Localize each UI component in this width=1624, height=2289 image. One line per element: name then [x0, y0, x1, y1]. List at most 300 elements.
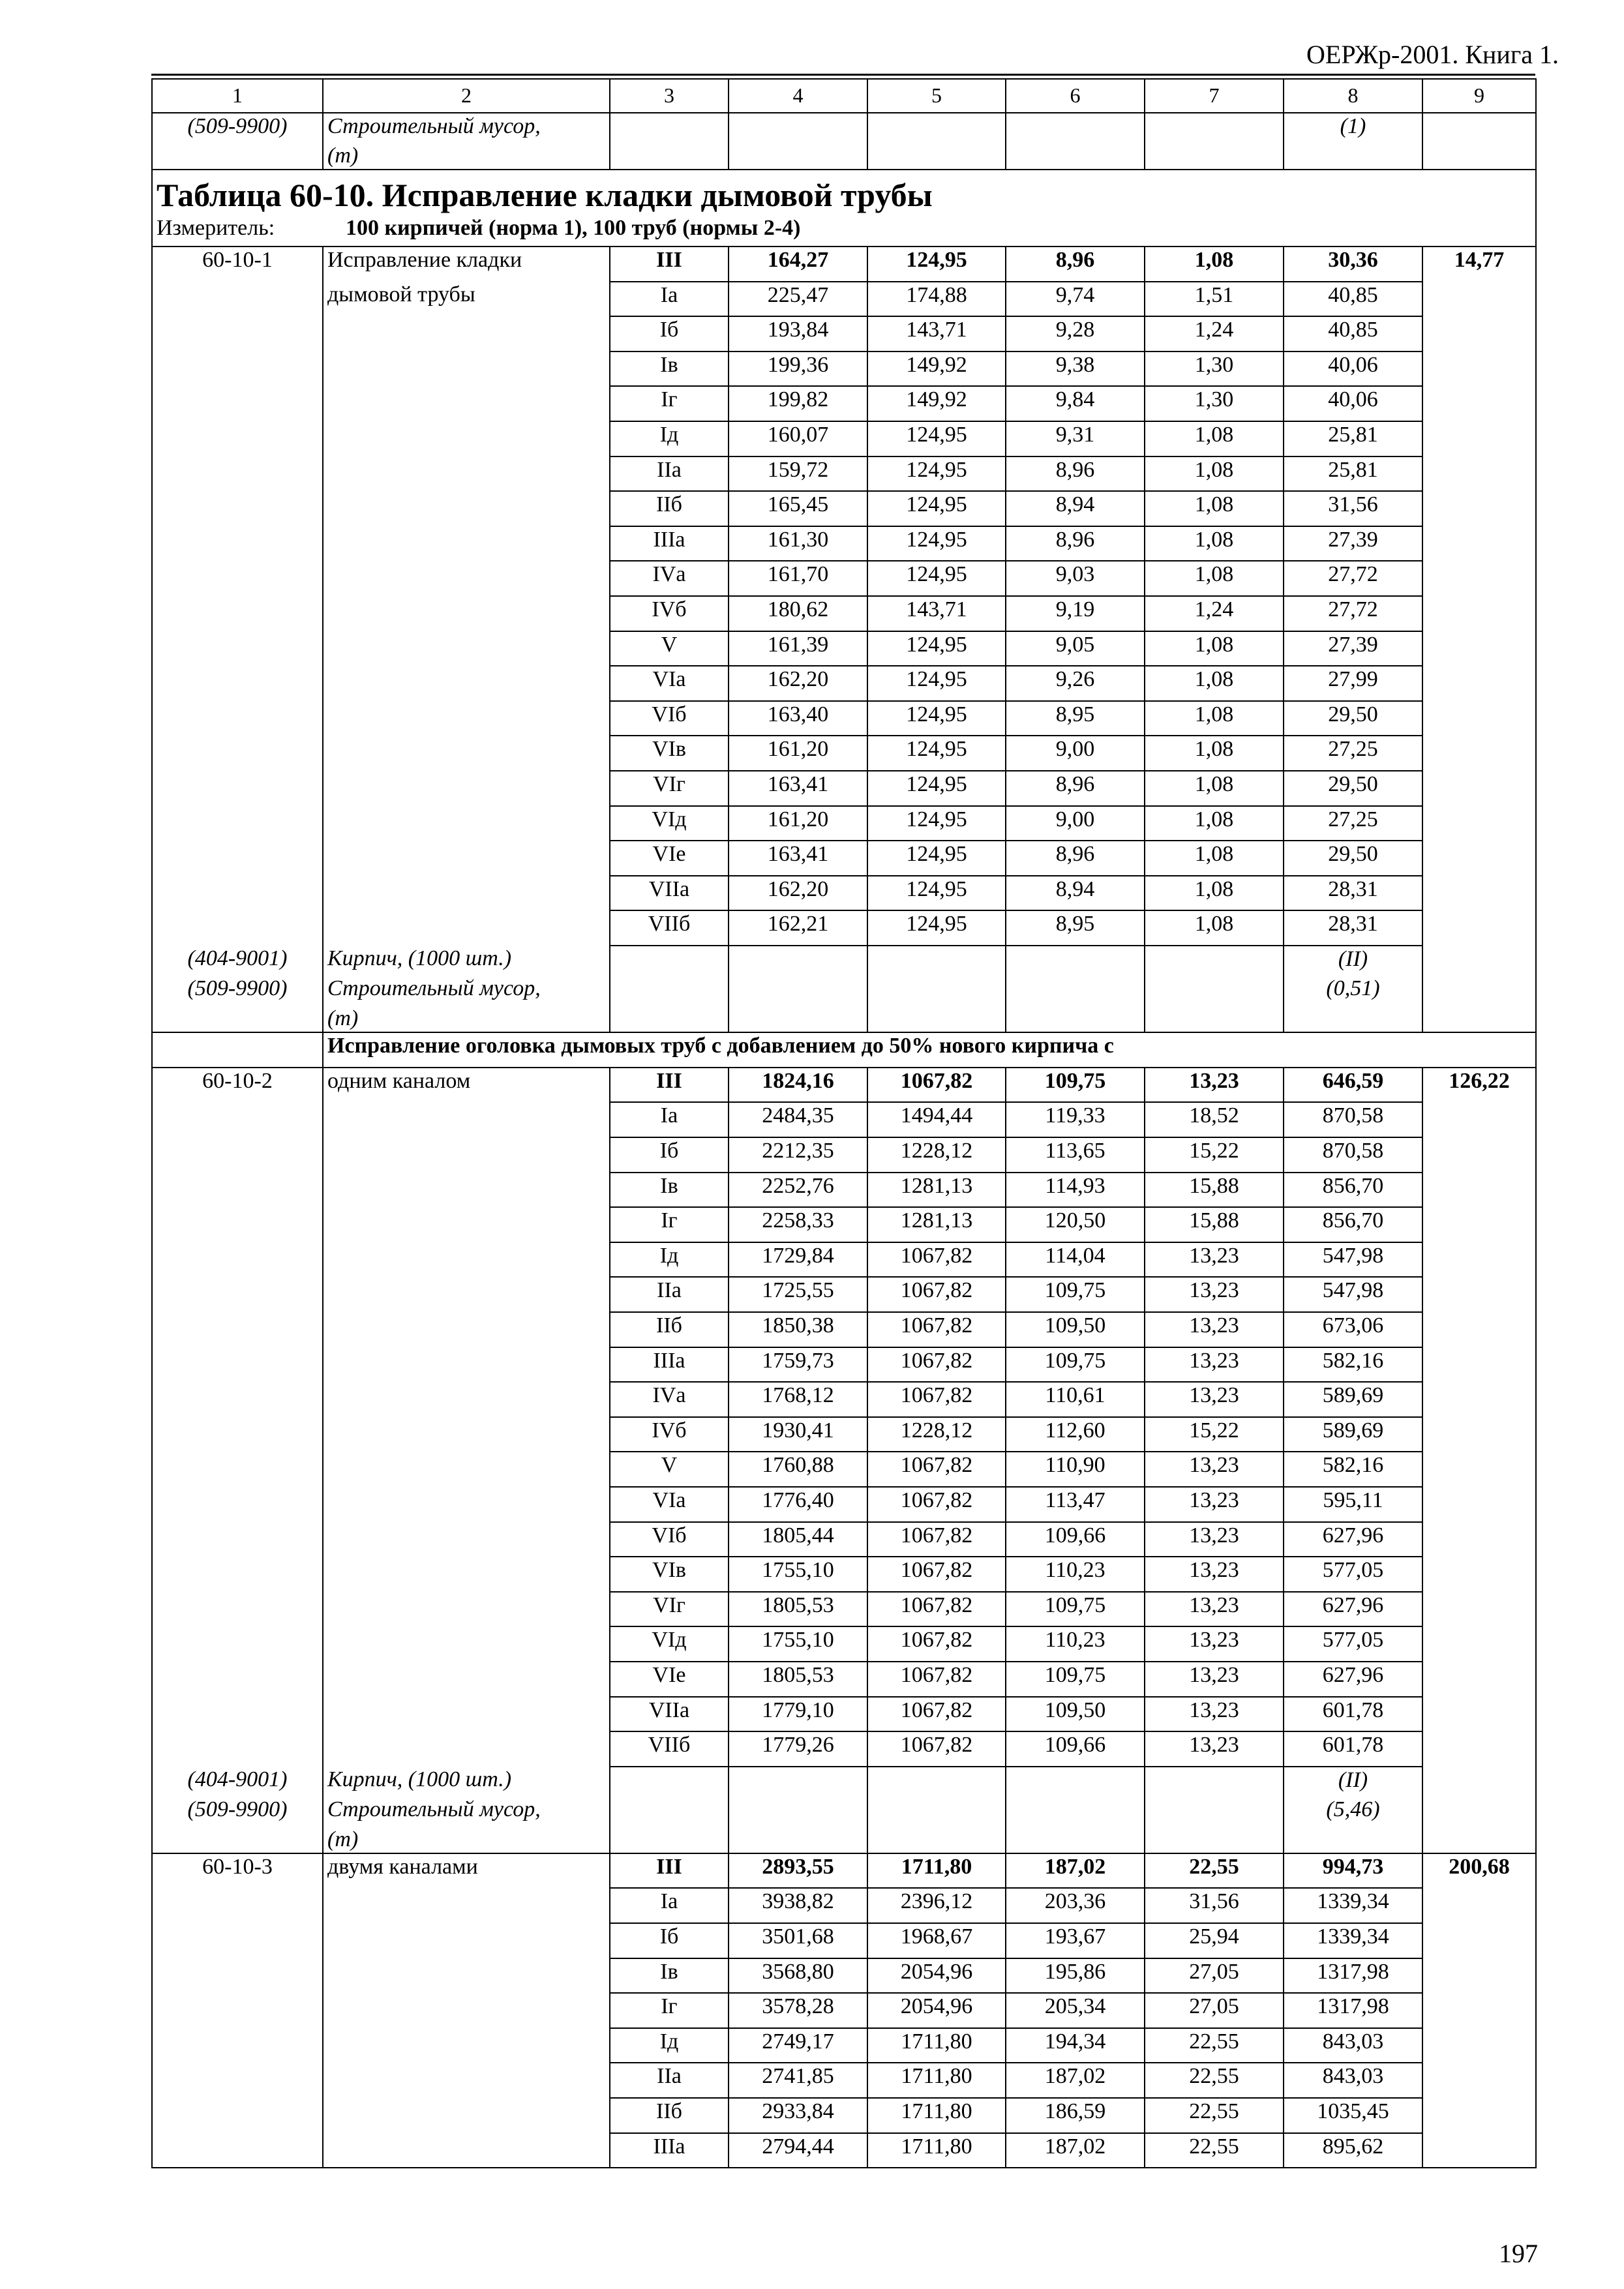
empty-cell	[152, 1557, 323, 1592]
norm-row	[152, 421, 1536, 456]
empty-cell	[729, 1797, 867, 1827]
empty-cell	[1145, 1767, 1284, 1797]
norm-row	[152, 247, 1536, 282]
empty-cell	[1422, 876, 1536, 911]
empty-cell	[323, 666, 610, 701]
empty-cell	[729, 976, 867, 1006]
value-cell: 1339,34	[1284, 1888, 1422, 1923]
norm-row	[152, 876, 1536, 911]
empty-cell	[323, 1102, 610, 1137]
norm-row	[152, 2028, 1536, 2063]
value-cell: 1067,82	[867, 1522, 1006, 1557]
value-cell: 589,69	[1284, 1382, 1422, 1417]
value-cell: 1228,12	[867, 1417, 1006, 1452]
value-cell: 187,02	[1006, 2063, 1145, 2098]
value-cell: 205,34	[1006, 1993, 1145, 2028]
resource-row	[152, 976, 1536, 1006]
resource-unit-row	[152, 1006, 1536, 1032]
norm-name: одним каналом	[323, 1068, 610, 1103]
empty-cell	[323, 1487, 610, 1522]
norms-table	[151, 78, 1537, 2168]
value-cell: 9,31	[1006, 421, 1145, 456]
empty-cell	[152, 316, 323, 352]
empty-cell	[867, 946, 1006, 976]
value-cell: 163,40	[729, 701, 867, 736]
empty-cell	[1284, 143, 1422, 170]
empty-cell	[323, 1173, 610, 1208]
empty-cell	[729, 1767, 867, 1797]
empty-cell	[323, 2028, 610, 2063]
zone-cell: III	[610, 1853, 729, 1889]
value-cell: 143,71	[867, 596, 1006, 631]
value-cell: 13,23	[1145, 1697, 1284, 1732]
empty-cell	[1145, 1797, 1284, 1827]
resource-name: Кирпич, (1000 шт.)	[323, 1767, 610, 1797]
value-cell: 29,50	[1284, 841, 1422, 876]
empty-cell	[152, 1731, 323, 1767]
empty-cell	[152, 1242, 323, 1278]
empty-cell	[152, 1102, 323, 1137]
value-cell: 589,69	[1284, 1417, 1422, 1452]
empty-cell	[323, 1662, 610, 1697]
empty-cell	[152, 1993, 323, 2028]
empty-cell	[323, 876, 610, 911]
empty-cell	[152, 841, 323, 876]
value-cell: 1067,82	[867, 1068, 1006, 1103]
zone-cell: Iа	[610, 1888, 729, 1923]
value-cell: 15,22	[1145, 1417, 1284, 1452]
zone-cell: VIв	[610, 1557, 729, 1592]
empty-cell	[1006, 1767, 1145, 1797]
value-cell: 40,85	[1284, 316, 1422, 352]
value-cell: 199,82	[729, 386, 867, 421]
empty-cell	[1422, 456, 1536, 492]
value-cell: 13,23	[1145, 1557, 1284, 1592]
zone-cell: Iа	[610, 1102, 729, 1137]
empty-cell	[323, 386, 610, 421]
resource-row	[152, 1797, 1536, 1827]
norm-code: 60-10-2	[152, 1068, 323, 1103]
empty-cell	[1422, 526, 1536, 561]
value-cell: 109,66	[1006, 1522, 1145, 1557]
norm-row	[152, 2098, 1536, 2133]
empty-cell	[152, 1417, 323, 1452]
empty-cell	[1422, 1006, 1536, 1032]
empty-cell	[152, 1277, 323, 1312]
empty-cell	[152, 1312, 323, 1347]
value-cell: 1760,88	[729, 1452, 867, 1487]
value-cell: 2054,96	[867, 1993, 1006, 2028]
value-cell: 22,55	[1145, 2133, 1284, 2168]
resource-qty: (5,46)	[1284, 1797, 1422, 1827]
empty-cell	[1422, 1557, 1536, 1592]
value-cell: 165,45	[729, 491, 867, 526]
empty-cell	[152, 143, 323, 170]
norm-row	[152, 1592, 1536, 1627]
column-number: 9	[1422, 79, 1536, 113]
empty-cell	[1422, 1137, 1536, 1173]
norm-row	[152, 1958, 1536, 1994]
book-header: ОЕРЖр-2001. Книга 1.	[1306, 40, 1559, 69]
empty-cell	[1422, 1312, 1536, 1347]
empty-cell	[152, 1888, 323, 1923]
column-number: 7	[1145, 79, 1284, 113]
empty-cell	[323, 1626, 610, 1662]
empty-cell	[610, 1797, 729, 1827]
empty-cell	[1422, 1522, 1536, 1557]
empty-cell	[867, 1827, 1006, 1853]
empty-cell	[1422, 1827, 1536, 1853]
empty-cell	[867, 143, 1006, 170]
column-number: 2	[323, 79, 610, 113]
empty-cell	[152, 701, 323, 736]
zone-cell: IIб	[610, 1312, 729, 1347]
empty-cell	[729, 1827, 867, 1853]
value-cell: 1,08	[1145, 771, 1284, 806]
norm-code: 60-10-1	[152, 247, 323, 282]
value-cell: 180,62	[729, 596, 867, 631]
resource-code: (404-9001)	[152, 1767, 323, 1797]
zone-cell: Iд	[610, 421, 729, 456]
empty-cell	[323, 2133, 610, 2168]
empty-cell	[1284, 1827, 1422, 1853]
value-cell: 195,86	[1006, 1958, 1145, 1994]
value-cell: 25,81	[1284, 421, 1422, 456]
empty-cell	[1422, 701, 1536, 736]
value-cell: 1,08	[1145, 876, 1284, 911]
value-cell: 1850,38	[729, 1312, 867, 1347]
empty-cell	[323, 491, 610, 526]
value-cell: 843,03	[1284, 2028, 1422, 2063]
meter-row	[152, 215, 1536, 247]
empty-cell	[323, 456, 610, 492]
value-cell: 1,51	[1145, 282, 1284, 317]
norm-row	[152, 1557, 1536, 1592]
value-cell: 143,71	[867, 316, 1006, 352]
value-cell: 15,88	[1145, 1173, 1284, 1208]
empty-cell	[152, 910, 323, 946]
norm-row	[152, 1102, 1536, 1137]
empty-cell	[323, 1993, 610, 2028]
value-cell: 28,31	[1284, 910, 1422, 946]
norm-row	[152, 910, 1536, 946]
value-cell: 1,08	[1145, 561, 1284, 596]
value-cell: 1,30	[1145, 352, 1284, 387]
empty-cell	[152, 2133, 323, 2168]
empty-cell	[1422, 596, 1536, 631]
value-cell: 15,88	[1145, 1207, 1284, 1242]
value-cell: 1768,12	[729, 1382, 867, 1417]
value-cell: 40,06	[1284, 386, 1422, 421]
value-cell: 9,00	[1006, 806, 1145, 841]
page-number: 197	[1499, 2239, 1538, 2268]
norm-row	[152, 736, 1536, 771]
norm-row	[152, 1487, 1536, 1522]
value-cell: 159,72	[729, 456, 867, 492]
empty-cell	[323, 1277, 610, 1312]
value-cell: 124,95	[867, 666, 1006, 701]
value-cell: 13,23	[1145, 1382, 1284, 1417]
value-cell: 40,06	[1284, 352, 1422, 387]
zone-cell: Iг	[610, 386, 729, 421]
empty-cell	[1006, 1827, 1145, 1853]
empty-cell	[152, 1522, 323, 1557]
zone-cell: VIд	[610, 806, 729, 841]
norm-row	[152, 1312, 1536, 1347]
empty-cell	[323, 1137, 610, 1173]
zone-cell: VIб	[610, 1522, 729, 1557]
value-cell: 9,74	[1006, 282, 1145, 317]
meter	[152, 215, 1536, 247]
empty-cell	[323, 2063, 610, 2098]
value-cell: 13,23	[1145, 1347, 1284, 1383]
empty-cell	[1422, 631, 1536, 666]
value-cell: 109,50	[1006, 1697, 1145, 1732]
value-cell: 120,50	[1006, 1207, 1145, 1242]
value-cell: 1711,80	[867, 2098, 1006, 2133]
empty-cell	[1422, 1993, 1536, 2028]
zone-cell: V	[610, 631, 729, 666]
value-cell: 8,96	[1006, 771, 1145, 806]
resource-unit-row	[152, 143, 1536, 170]
value-cell: 124,95	[867, 526, 1006, 561]
value-cell: 1725,55	[729, 1277, 867, 1312]
value-cell: 3938,82	[729, 1888, 867, 1923]
norm-row	[152, 1662, 1536, 1697]
empty-cell	[1422, 561, 1536, 596]
value-cell: 22,55	[1145, 2028, 1284, 2063]
empty-cell	[1422, 841, 1536, 876]
value-cell: 1759,73	[729, 1347, 867, 1383]
zone-cell: III	[610, 247, 729, 282]
empty-cell	[152, 1173, 323, 1208]
resource-row	[152, 946, 1536, 976]
value-cell: 124,95	[867, 561, 1006, 596]
norm-row	[152, 1452, 1536, 1487]
zone-cell: VIе	[610, 1662, 729, 1697]
value-cell: 1968,67	[867, 1923, 1006, 1958]
zone-cell: Iг	[610, 1207, 729, 1242]
norm-row	[152, 1626, 1536, 1662]
value-cell: 9,00	[1006, 736, 1145, 771]
value-cell: 164,27	[729, 247, 867, 282]
empty-cell	[152, 736, 323, 771]
resource-qty: (1)	[1284, 113, 1422, 143]
empty-cell	[152, 421, 323, 456]
value-cell: 9,84	[1006, 386, 1145, 421]
value-cell: 22,55	[1145, 2098, 1284, 2133]
value-cell: 1067,82	[867, 1312, 1006, 1347]
value-cell: 31,56	[1284, 491, 1422, 526]
column-number: 4	[729, 79, 867, 113]
empty-cell	[729, 946, 867, 976]
meter-value: 100 кирпичей (норма 1), 100 труб (нормы 2-4)	[346, 216, 801, 240]
empty-cell	[152, 876, 323, 911]
value-cell: 124,95	[867, 701, 1006, 736]
empty-cell	[152, 771, 323, 806]
value-cell: 582,16	[1284, 1347, 1422, 1383]
value-cell: 22,55	[1145, 1853, 1284, 1889]
value-cell: 1,24	[1145, 316, 1284, 352]
value-cell: 27,05	[1145, 1958, 1284, 1994]
value-cell: 161,39	[729, 631, 867, 666]
value-cell: 22,55	[1145, 2063, 1284, 2098]
value-cell: 1067,82	[867, 1557, 1006, 1592]
empty-cell	[1006, 1006, 1145, 1032]
empty-cell	[323, 2098, 610, 2133]
empty-cell	[1422, 386, 1536, 421]
value-cell: 109,50	[1006, 1312, 1145, 1347]
value-cell: 9,05	[1006, 631, 1145, 666]
value-cell: 1711,80	[867, 2028, 1006, 2063]
empty-cell	[323, 1592, 610, 1627]
empty-cell	[610, 1767, 729, 1797]
value-cell: 627,96	[1284, 1522, 1422, 1557]
empty-cell	[729, 113, 867, 143]
resource-code: (509-9900)	[152, 113, 323, 143]
value-cell: 1494,44	[867, 1102, 1006, 1137]
value-cell: 13,23	[1145, 1662, 1284, 1697]
value-cell: 114,04	[1006, 1242, 1145, 1278]
norm-row	[152, 771, 1536, 806]
empty-cell	[323, 1417, 610, 1452]
value-cell: 1067,82	[867, 1592, 1006, 1627]
zone-cell: VIIа	[610, 876, 729, 911]
norm-row	[152, 631, 1536, 666]
value-cell: 1228,12	[867, 1137, 1006, 1173]
value-cell: 1711,80	[867, 2063, 1006, 2098]
norm-row	[152, 526, 1536, 561]
value-cell: 2212,35	[729, 1137, 867, 1173]
value-cell: 1930,41	[729, 1417, 867, 1452]
zone-cell: Iб	[610, 1137, 729, 1173]
resource-name: Строительный мусор,	[323, 113, 610, 143]
empty-cell	[1422, 2098, 1536, 2133]
empty-cell	[610, 113, 729, 143]
norm-row	[152, 561, 1536, 596]
column-number: 3	[610, 79, 729, 113]
resource-unit-row	[152, 1827, 1536, 1853]
empty-cell	[323, 1207, 610, 1242]
empty-cell	[729, 143, 867, 170]
value-cell: 895,62	[1284, 2133, 1422, 2168]
table-body	[152, 79, 1536, 2168]
zone-cell: Iв	[610, 1173, 729, 1208]
empty-cell	[323, 1522, 610, 1557]
value-cell: 547,98	[1284, 1277, 1422, 1312]
value-cell: 1,08	[1145, 910, 1284, 946]
value-cell: 1317,98	[1284, 1993, 1422, 2028]
empty-cell	[867, 976, 1006, 1006]
value-cell: 149,92	[867, 386, 1006, 421]
empty-cell	[1145, 113, 1284, 143]
norm-row	[152, 386, 1536, 421]
norm-name: Исправление кладки	[323, 247, 610, 282]
value-cell: 646,59	[1284, 1068, 1422, 1103]
value-cell: 1755,10	[729, 1626, 867, 1662]
resource-code: (509-9900)	[152, 1797, 323, 1827]
empty-cell	[1422, 1487, 1536, 1522]
empty-cell	[323, 1958, 610, 1994]
value-cell: 1067,82	[867, 1697, 1006, 1732]
value-cell: 1711,80	[867, 2133, 1006, 2168]
zone-cell: IIа	[610, 1277, 729, 1312]
empty-cell	[323, 841, 610, 876]
resource-qty: (0,51)	[1284, 976, 1422, 1006]
value-cell: 187,02	[1006, 2133, 1145, 2168]
empty-cell	[323, 701, 610, 736]
value-cell: 627,96	[1284, 1662, 1422, 1697]
norm-row	[152, 1923, 1536, 1958]
empty-cell	[1422, 1207, 1536, 1242]
value-cell: 161,20	[729, 736, 867, 771]
value-cell: 1,08	[1145, 631, 1284, 666]
value-cell: 124,95	[867, 910, 1006, 946]
value-cell: 8,96	[1006, 841, 1145, 876]
value-cell: 161,30	[729, 526, 867, 561]
norm-row	[152, 1853, 1536, 1889]
empty-cell	[152, 2028, 323, 2063]
norm-row	[152, 352, 1536, 387]
empty-cell	[1422, 736, 1536, 771]
empty-cell	[152, 2098, 323, 2133]
value-cell: 109,66	[1006, 1731, 1145, 1767]
value-cell: 2893,55	[729, 1853, 867, 1889]
value-cell: 13,23	[1145, 1277, 1284, 1312]
empty-cell	[1006, 976, 1145, 1006]
norm-total: 126,22	[1422, 1068, 1536, 1103]
value-cell: 1,08	[1145, 841, 1284, 876]
value-cell: 3568,80	[729, 1958, 867, 1994]
value-cell: 124,95	[867, 841, 1006, 876]
value-cell: 2484,35	[729, 1102, 867, 1137]
value-cell: 163,41	[729, 841, 867, 876]
value-cell: 124,95	[867, 247, 1006, 282]
value-cell: 856,70	[1284, 1207, 1422, 1242]
empty-cell	[323, 596, 610, 631]
value-cell: 13,23	[1145, 1242, 1284, 1278]
empty-cell	[1422, 1277, 1536, 1312]
value-cell: 110,90	[1006, 1452, 1145, 1487]
value-cell: 109,75	[1006, 1592, 1145, 1627]
meter-label: Измеритель:	[157, 216, 275, 240]
zone-cell: III	[610, 1068, 729, 1103]
empty-cell	[1422, 910, 1536, 946]
value-cell: 27,39	[1284, 631, 1422, 666]
norm-row	[152, 1888, 1536, 1923]
value-cell: 27,25	[1284, 806, 1422, 841]
value-cell: 13,23	[1145, 1487, 1284, 1522]
empty-cell	[1422, 1452, 1536, 1487]
empty-cell	[1284, 1006, 1422, 1032]
value-cell: 1067,82	[867, 1277, 1006, 1312]
value-cell: 114,93	[1006, 1173, 1145, 1208]
value-cell: 186,59	[1006, 2098, 1145, 2133]
value-cell: 601,78	[1284, 1697, 1422, 1732]
norm-row	[152, 596, 1536, 631]
value-cell: 199,36	[729, 352, 867, 387]
value-cell: 9,38	[1006, 352, 1145, 387]
norm-row	[152, 1522, 1536, 1557]
value-cell: 203,36	[1006, 1888, 1145, 1923]
empty-cell	[152, 1827, 323, 1853]
value-cell: 1067,82	[867, 1662, 1006, 1697]
value-cell: 1779,26	[729, 1731, 867, 1767]
value-cell: 187,02	[1006, 1853, 1145, 1889]
resource-unit: (т)	[323, 1827, 610, 1853]
empty-cell	[1422, 1731, 1536, 1767]
empty-cell	[323, 1382, 610, 1417]
